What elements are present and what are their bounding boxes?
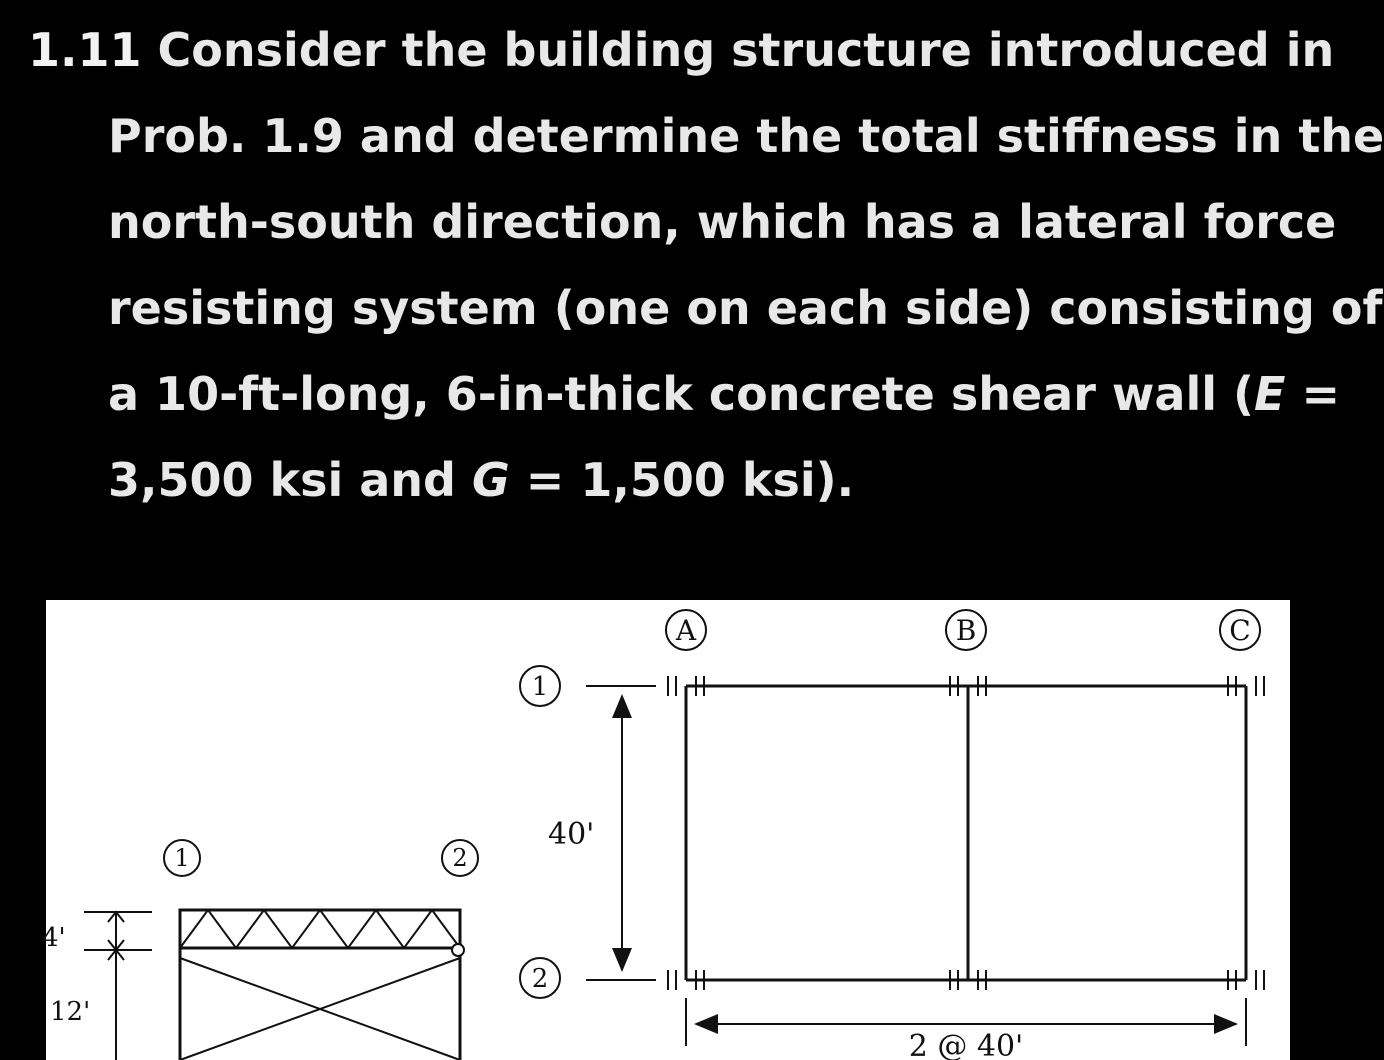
plan-view	[520, 610, 1264, 1046]
column-sections	[668, 676, 1264, 990]
problem-line-4: resisting system (one on each side) consisting of	[108, 281, 1383, 335]
elevation-grid-label-1: 1	[174, 844, 190, 872]
truss-web	[180, 910, 460, 948]
problem-line-5: a 10-ft-long, 6-in-thick concrete shear wall (E =	[108, 367, 1341, 421]
plan-column-label-c: C	[1229, 614, 1251, 647]
figure-drawing	[42, 600, 1290, 1060]
problem-line-2: Prob. 1.9 and determine the total stiffness in the	[108, 109, 1384, 163]
plan-row-label-1: 1	[531, 672, 549, 702]
plan-column-label-b: B	[955, 614, 977, 647]
elevation-view	[84, 840, 478, 1060]
dim-label-12ft: 12'	[50, 997, 91, 1027]
problem-line-6: 3,500 ksi and G = 1,500 ksi).	[108, 453, 855, 507]
dim-label-4ft: 4'	[42, 923, 66, 953]
problem-line-3: north-south direction, which has a lateral force	[108, 195, 1337, 249]
structure-figure	[42, 600, 1290, 1060]
plan-row-label-2: 2	[531, 964, 549, 994]
problem-number: 1.11	[28, 23, 142, 77]
elevation-grid-label-2: 2	[452, 844, 468, 872]
problem-line-1: 1.11 Consider the building structure introduced in	[28, 23, 1335, 77]
variable-g: G	[472, 453, 510, 507]
plan-column-label-a: A	[675, 614, 697, 647]
variable-e: E	[1254, 367, 1286, 421]
plan-dim-label-horizontal: 2 @ 40'	[908, 1029, 1024, 1060]
plan-dim-label-vertical: 40'	[548, 817, 595, 852]
pin-joint	[452, 944, 464, 956]
